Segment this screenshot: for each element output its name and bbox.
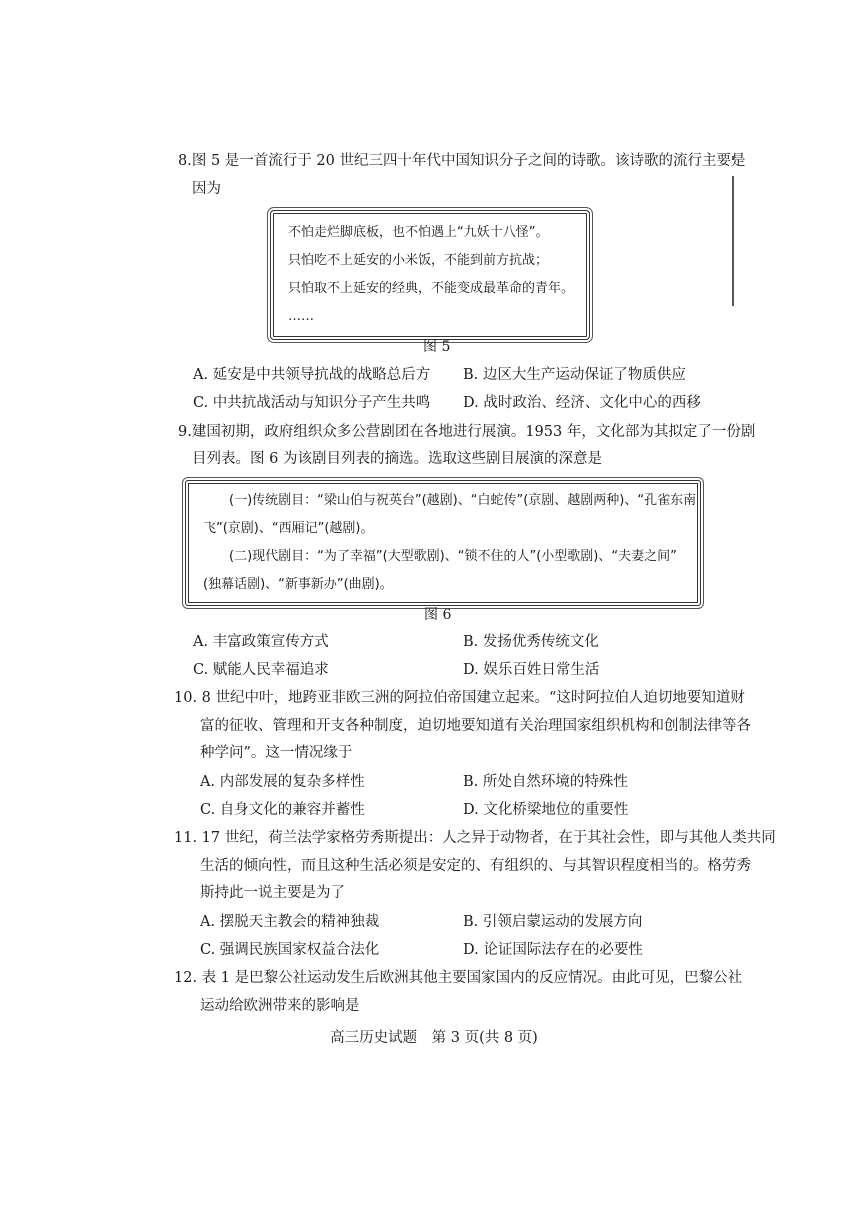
q10-stem-line3: 种学问”。这一情况缘于	[200, 745, 353, 761]
q8-option-c: C. 中共抗战活动与知识分子产生共鸣	[193, 395, 431, 411]
q10-option-a: A. 内部发展的复杂多样性	[200, 774, 365, 790]
q10-stem-line2: 富的征收、管理和开支各种制度，迫切地要知道有关治理国家组织机构和创制法律等各	[200, 718, 751, 734]
figure-caption: 图 6	[424, 607, 452, 623]
q8-stem-line2: 因为	[192, 181, 221, 197]
q10-option-b: B. 所处自然环境的特殊性	[463, 774, 628, 790]
figure-caption: 图 5	[423, 339, 451, 355]
q12-stem-line1: 12. 表 1 是巴黎公社运动发生后欧洲其他主要国家国内的反应情况。由此可见，巴黎公社	[174, 970, 743, 986]
q10-stem-line1: 10. 8 世纪中叶，地跨亚非欧三洲的阿拉伯帝国建立起来。“这时阿拉伯人迫切地要知道财	[174, 690, 745, 706]
q9-stem-line1: 9.建国初期，政府组织众多公营剧团在各地进行展演。1953 年，文化部为其拟定了一份剧	[178, 424, 756, 440]
plays-line: (一)传统剧目：“梁山伯与祝英台”(越剧)、“白蛇传”(京剧、越剧两种)、“孔雀东南	[229, 493, 697, 508]
q11-stem-line1: 11. 17 世纪，荷兰法学家格劳秀斯提出：人之异于动物者，在于其社会性，即与其他人类共同	[174, 830, 776, 846]
q9-option-a: A. 丰富政策宣传方式	[193, 634, 329, 650]
q10-option-d: D. 文化桥梁地位的重要性	[463, 802, 629, 818]
plays-line: 飞”(京剧)、“西厢记”(越剧)。	[203, 521, 374, 536]
poem-line: ……	[288, 309, 314, 324]
q9-stem-line2: 目列表。图 6 为该剧目列表的摘选。选取这些剧目展演的深意是	[192, 451, 602, 467]
poem-line: 只怕取不上延安的经典，不能变成最革命的青年。	[288, 281, 575, 296]
q11-option-b: B. 引领启蒙运动的发展方向	[463, 914, 643, 930]
plays-line: (独幕话剧)、“新事新办”(曲剧)。	[203, 577, 393, 592]
q11-option-c: C. 强调民族国家权益合法化	[200, 942, 380, 958]
plays-box	[185, 480, 701, 606]
poem-box	[270, 210, 590, 340]
q11-stem-line3: 斯持此一说主要是为了	[200, 885, 345, 901]
margin-mark	[732, 176, 734, 306]
poem-line: 不怕走烂脚底板，也不怕遇上“九妖十八怪”。	[288, 225, 549, 240]
q8-option-d: D. 战时政治、经济、文化中心的西移	[463, 395, 701, 411]
q9-option-b: B. 发扬优秀传统文化	[463, 634, 599, 650]
poem-line: 只怕吃不上延安的小米饭，不能到前方抗战；	[288, 253, 549, 268]
q11-option-d: D. 论证国际法存在的必要性	[463, 942, 643, 958]
q9-option-c: C. 赋能人民幸福追求	[193, 662, 329, 678]
q8-option-b: B. 边区大生产运动保证了物质供应	[463, 367, 686, 383]
q11-stem-line2: 生活的倾向性，而且这种生活必须是安定的、有组织的、与其智识程度相当的。格劳秀	[200, 858, 751, 874]
q8-stem-line1: 8.图 5 是一首流行于 20 世纪三四十年代中国知识分子之间的诗歌。该诗歌的流行主要是	[178, 153, 746, 169]
q12-stem-line2: 运动给欧洲带来的影响是	[200, 998, 360, 1014]
q10-option-c: C. 自身文化的兼容并蓄性	[200, 802, 365, 818]
plays-line: (二)现代剧目：“为了幸福”(大型歌剧)、“锁不住的人”(小型歌剧)、“夫妻之间”	[229, 549, 677, 564]
q8-option-a: A. 延安是中共领导抗战的战略总后方	[193, 367, 431, 383]
q9-option-d: D. 娱乐百姓日常生活	[463, 662, 600, 678]
page-footer: 高三历史试题 第 3 页(共 8 页)	[330, 1030, 538, 1046]
q11-option-a: A. 摆脱天主教会的精神独裁	[200, 914, 380, 930]
